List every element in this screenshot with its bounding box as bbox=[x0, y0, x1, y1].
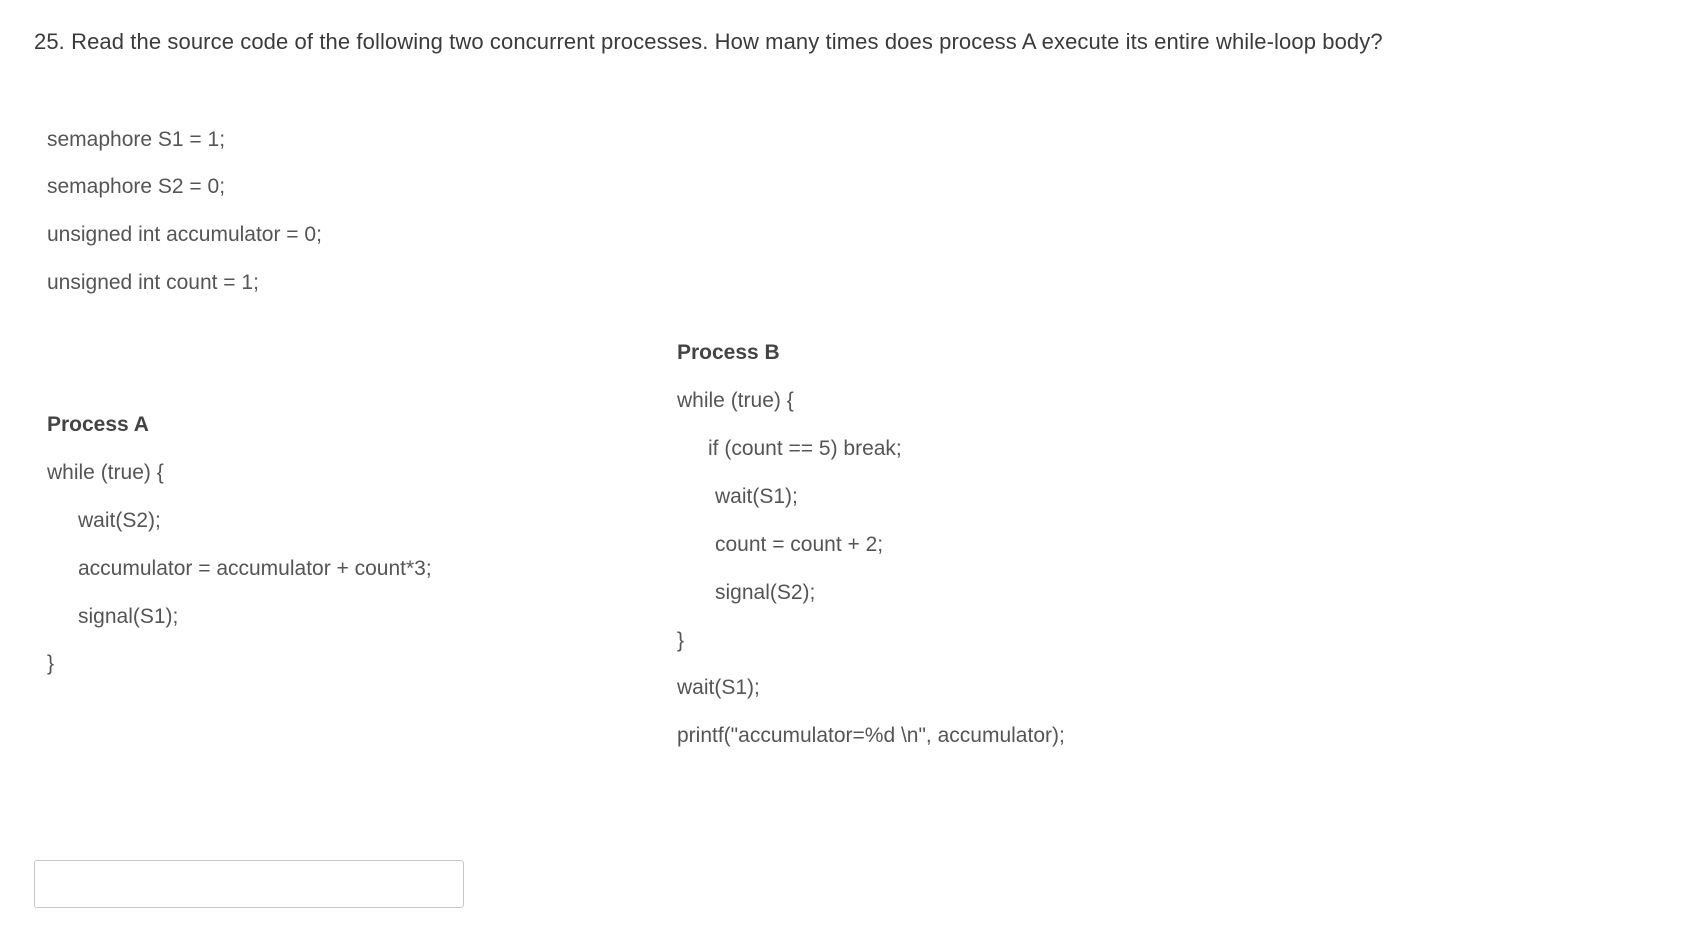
global-decl-s2: semaphore S2 = 0; bbox=[47, 175, 226, 198]
process-a-line-close: } bbox=[47, 652, 55, 675]
process-a-line-accumulate: accumulator = accumulator + count*3; bbox=[78, 557, 432, 580]
process-b-line-printf: printf("accumulator=%d \n", accumulator); bbox=[677, 724, 1065, 747]
process-b-line-final-wait: wait(S1); bbox=[677, 676, 760, 699]
process-a-line-while: while (true) { bbox=[47, 461, 164, 484]
process-b-line-wait: wait(S1); bbox=[715, 485, 798, 508]
process-b-title: Process B bbox=[677, 341, 780, 364]
process-b-line-signal: signal(S2); bbox=[715, 581, 816, 604]
global-decl-accumulator: unsigned int accumulator = 0; bbox=[47, 223, 322, 246]
question-text: 25. Read the source code of the following two concurrent processes. How many times does process A execute its entire while-loop body? bbox=[34, 29, 1383, 54]
process-a-title: Process A bbox=[47, 413, 149, 436]
process-a-line-wait: wait(S2); bbox=[78, 509, 161, 532]
process-b-line-close: } bbox=[677, 629, 685, 652]
global-decl-s1: semaphore S1 = 1; bbox=[47, 128, 226, 151]
process-b-line-count: count = count + 2; bbox=[715, 533, 884, 556]
process-a-line-signal: signal(S1); bbox=[78, 605, 179, 628]
global-decl-count: unsigned int count = 1; bbox=[47, 271, 259, 294]
process-b-line-if: if (count == 5) break; bbox=[708, 437, 902, 460]
process-b-line-while: while (true) { bbox=[677, 389, 794, 412]
answer-input[interactable] bbox=[34, 860, 464, 908]
